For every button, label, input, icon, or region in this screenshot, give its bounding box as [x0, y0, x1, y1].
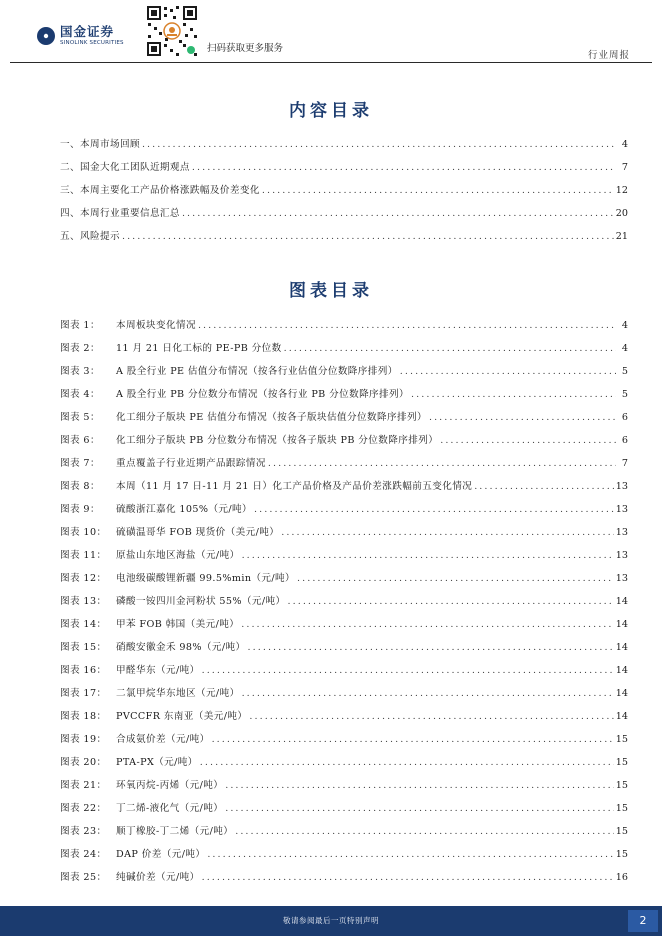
toc-title: 内容目录: [289, 101, 373, 121]
figure-number: 图表 12：: [60, 573, 107, 584]
figure-page: 15: [615, 803, 628, 814]
toc-item-page: 12: [615, 185, 628, 196]
logo-en-text: SINOLINK SECURITIES: [60, 39, 124, 46]
dot-leader: [254, 504, 614, 515]
figure-label: 磷酸一铵四川金河粉状 55%（元/吨）: [116, 596, 286, 607]
figure-number: 图表 1：: [60, 320, 100, 331]
toc-item-page: 7: [621, 162, 628, 173]
dot-leader: [248, 642, 614, 653]
figure-page: 13: [615, 550, 628, 561]
figure-number: 图表 4：: [60, 389, 100, 400]
toc-item-label: 五、风险提示: [60, 231, 120, 242]
dot-leader: [242, 688, 614, 699]
logo-cn-text: 国金证券: [60, 24, 115, 39]
figure-page: 14: [615, 619, 628, 630]
figure-number: 图表 10：: [60, 527, 107, 538]
figure-page: 15: [615, 734, 628, 745]
figure-item[interactable]: [60, 386, 628, 400]
header-divider: [10, 62, 652, 63]
figure-page: 4: [621, 320, 628, 331]
figure-item[interactable]: [60, 708, 628, 722]
figure-page: 14: [615, 642, 628, 653]
figure-label: 硝酸安徽金禾 98%（元/吨）: [116, 642, 246, 653]
figure-item[interactable]: [60, 593, 628, 607]
figure-item[interactable]: [60, 363, 628, 377]
figure-label: 纯碱价差（元/吨）: [116, 872, 200, 883]
dot-leader: [262, 185, 614, 196]
figure-number: 图表 9：: [60, 504, 100, 515]
toc-item[interactable]: [60, 228, 628, 242]
dot-leader: [142, 139, 616, 150]
dot-leader: [192, 162, 616, 173]
dot-leader: [440, 435, 616, 446]
dot-leader: [284, 343, 616, 354]
figure-number: 图表 19：: [60, 734, 107, 745]
qr-caption: 扫码获取更多服务: [207, 43, 284, 54]
figure-item[interactable]: [60, 501, 628, 515]
figure-item[interactable]: [60, 662, 628, 676]
dot-leader: [281, 527, 614, 538]
toc-item[interactable]: [60, 159, 628, 173]
figure-item[interactable]: [60, 754, 628, 768]
dot-leader: [474, 481, 614, 492]
page-footer: [0, 906, 662, 936]
figure-page: 6: [621, 435, 628, 446]
figure-label: 原盐山东地区海盐（元/吨）: [116, 550, 240, 561]
toc-item[interactable]: [60, 205, 628, 219]
figure-item[interactable]: [60, 616, 628, 630]
figure-number: 图表 16：: [60, 665, 107, 676]
figure-label: 丁二烯-液化气（元/吨）: [116, 803, 224, 814]
toc-item-label: 三、本周主要化工产品价格涨跌幅及价差变化: [60, 185, 260, 196]
figure-page: 13: [615, 527, 628, 538]
figure-label: 重点覆盖子行业近期产品跟踪情况: [116, 458, 266, 469]
figure-label: 本周板块变化情况: [116, 320, 196, 331]
figure-number: 图表 13：: [60, 596, 107, 607]
figure-item[interactable]: [60, 846, 628, 860]
figure-page: 15: [615, 826, 628, 837]
dot-leader: [198, 320, 616, 331]
figure-number: 图表 2：: [60, 343, 100, 354]
figure-label: 化工细分子版块 PE 估值分布情况（按各子版块估值分位数降序排列）: [116, 412, 427, 423]
toc-item-page: 20: [615, 208, 628, 219]
figure-label: A 股全行业 PB 分位数分布情况（按各行业 PB 分位数降序排列）: [116, 389, 410, 400]
dot-leader: [182, 208, 614, 219]
figure-number: 图表 22：: [60, 803, 107, 814]
toc-item[interactable]: [60, 182, 628, 196]
figure-page: 14: [615, 711, 628, 722]
figure-number: 图表 17：: [60, 688, 107, 699]
figure-label: 甲苯 FOB 韩国（美元/吨）: [116, 619, 240, 630]
figure-item[interactable]: [60, 685, 628, 699]
figure-label: 甲醛华东（元/吨）: [116, 665, 200, 676]
page-number: 2: [628, 910, 658, 932]
figure-page: 13: [615, 504, 628, 515]
disclaimer-note: 敬请参阅最后一页特别声明: [283, 916, 379, 925]
figure-page: 5: [621, 389, 628, 400]
figure-number: 图表 14：: [60, 619, 107, 630]
figure-item[interactable]: [60, 570, 628, 584]
figure-label: 11 月 21 日化工标的 PE-PB 分位数: [116, 343, 282, 354]
figure-item[interactable]: [60, 455, 628, 469]
figure-label: PTA-PX（元/吨）: [116, 757, 198, 768]
figure-item[interactable]: [60, 639, 628, 653]
report-type-label: 行业周报: [587, 50, 630, 61]
company-logo: [36, 26, 124, 46]
dot-leader: [400, 366, 616, 377]
figure-label: 二氯甲烷华东地区（元/吨）: [116, 688, 240, 699]
dot-leader: [212, 734, 614, 745]
figure-item[interactable]: [60, 317, 628, 331]
page-header: [0, 0, 662, 64]
figure-page: 15: [615, 849, 628, 860]
figure-item[interactable]: [60, 869, 628, 883]
dot-leader: [288, 596, 614, 607]
figure-page: 13: [615, 573, 628, 584]
dot-leader: [235, 826, 614, 837]
dot-leader: [429, 412, 616, 423]
toc-item-label: 四、本周行业重要信息汇总: [60, 208, 180, 219]
dot-leader: [411, 389, 616, 400]
figure-item[interactable]: [60, 340, 628, 354]
toc-item-label: 二、国金大化工团队近期观点: [60, 162, 190, 173]
figure-item[interactable]: [60, 731, 628, 745]
figure-page: 15: [615, 757, 628, 768]
figure-number: 图表 7：: [60, 458, 100, 469]
figure-label: PVCCFR 东南亚（美元/吨）: [116, 711, 248, 722]
figure-label: 化工细分子版块 PB 分位数分布情况（按各子版块 PB 分位数降序排列）: [116, 435, 439, 446]
qr-code-icon[interactable]: [145, 4, 199, 58]
dot-leader: [202, 872, 614, 883]
figure-page: 5: [621, 366, 628, 377]
toc-item-page: 4: [621, 139, 628, 150]
dot-leader: [268, 458, 616, 469]
figure-number: 图表 8：: [60, 481, 100, 492]
dot-leader: [200, 757, 614, 768]
figure-page: 14: [615, 688, 628, 699]
dot-leader: [249, 711, 613, 722]
dot-leader: [241, 619, 614, 630]
figure-item[interactable]: [60, 478, 628, 492]
figures-title: 图表目录: [289, 281, 373, 301]
figure-label: DAP 价差（元/吨）: [116, 849, 206, 860]
figure-item[interactable]: [60, 777, 628, 791]
figure-label: 电池级碳酸锂新疆 99.5%min（元/吨）: [116, 573, 296, 584]
figure-number: 图表 5：: [60, 412, 100, 423]
figure-item[interactable]: [60, 823, 628, 837]
figure-label: 顺丁橡胶-丁二烯（元/吨）: [116, 826, 234, 837]
figure-number: 图表 6：: [60, 435, 100, 446]
dot-leader: [225, 803, 614, 814]
figure-page: 7: [621, 458, 628, 469]
figure-label: 环氧丙烷-丙烯（元/吨）: [116, 780, 224, 791]
figure-page: 14: [615, 596, 628, 607]
dot-leader: [242, 550, 614, 561]
figure-item[interactable]: [60, 547, 628, 561]
sinolink-logo-icon: [36, 26, 56, 46]
dot-leader: [225, 780, 614, 791]
figure-label: 硫酸浙江嘉化 105%（元/吨）: [116, 504, 253, 515]
figure-number: 图表 15：: [60, 642, 107, 653]
figure-page: 4: [621, 343, 628, 354]
figure-item[interactable]: [60, 409, 628, 423]
figure-number: 图表 23：: [60, 826, 107, 837]
figure-number: 图表 25：: [60, 872, 107, 883]
figure-label: 硫磺温哥华 FOB 现货价（美元/吨）: [116, 527, 280, 538]
figure-page: 13: [615, 481, 628, 492]
figure-number: 图表 24：: [60, 849, 107, 860]
toc-item-label: 一、本周市场回顾: [60, 139, 140, 150]
dot-leader: [122, 231, 614, 242]
dot-leader: [207, 849, 613, 860]
figure-number: 图表 21：: [60, 780, 107, 791]
figure-number: 图表 18：: [60, 711, 107, 722]
figure-number: 图表 20：: [60, 757, 107, 768]
figure-number: 图表 11：: [60, 550, 107, 561]
figure-page: 6: [621, 412, 628, 423]
figure-item[interactable]: [60, 524, 628, 538]
dot-leader: [202, 665, 614, 676]
figure-label: 本周（11 月 17 日-11 月 21 日）化工产品价格及产品价差涨跌幅前五变化情况: [116, 481, 473, 492]
figure-page: 16: [615, 872, 628, 883]
figure-item[interactable]: [60, 432, 628, 446]
figure-label: A 股全行业 PE 估值分布情况（按各行业估值分位数降序排列）: [116, 366, 398, 377]
figure-page: 14: [615, 665, 628, 676]
dot-leader: [297, 573, 614, 584]
figure-page: 15: [615, 780, 628, 791]
figure-item[interactable]: [60, 800, 628, 814]
toc-item-page: 21: [615, 231, 628, 242]
figure-number: 图表 3：: [60, 366, 100, 377]
toc-item[interactable]: [60, 136, 628, 150]
figure-label: 合成氨价差（元/吨）: [116, 734, 210, 745]
